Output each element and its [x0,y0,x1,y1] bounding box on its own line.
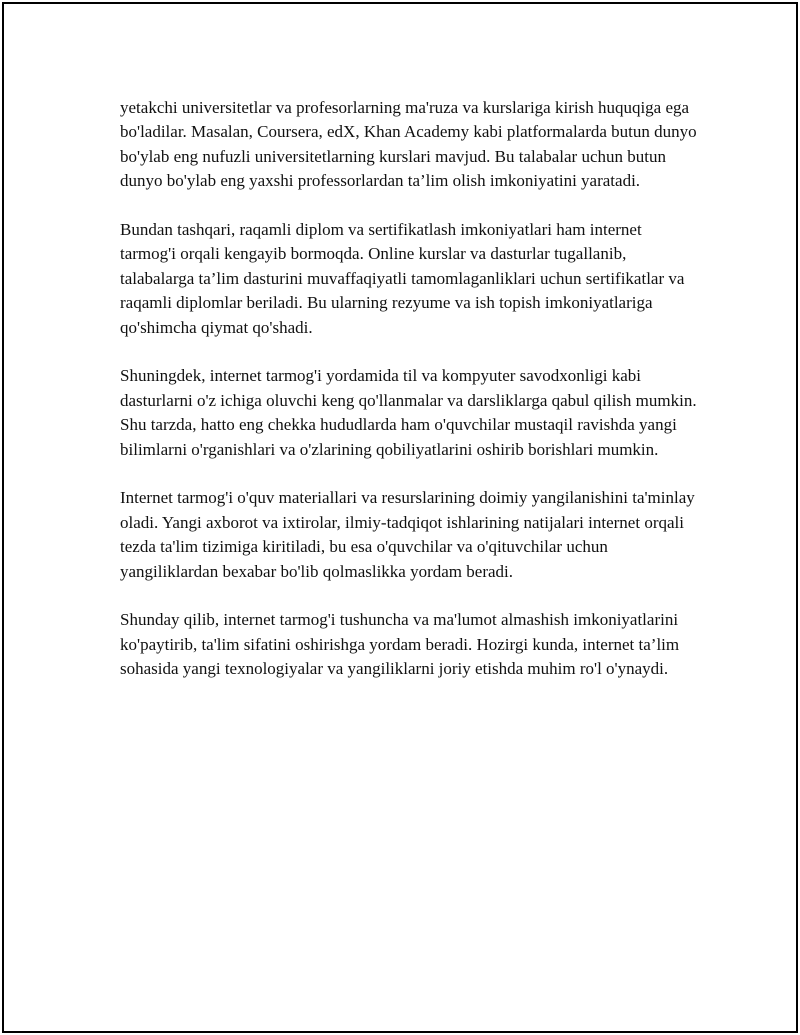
document-page [2,2,798,1033]
paragraph-2: Bundan tashqari, raqamli diplom va sertifikatlash imkoniyatlari ham internet tarmog'i orqali kengayib bormoqda. Online kurslar va dasturlar tugallanib, talabalarga ta’lim dasturini muvaffaqiyatli tamomlaganliklari uchun sertifikatlar va raqamli diplomlar beriladi. Bu ularning rezyume va ish topish imkoniyatlariga qo'shimcha qiymat qo'shadi. [120,220,685,337]
paragraph-4: Internet tarmog'i o'quv materiallari va resurslarining doimiy yangilanishini ta'minlay oladi. Yangi axborot va ixtirolar, ilmiy-tadqiqot ishlarining natijalari internet orqali tezda ta'lim tizimiga kiritiladi, bu esa o'quvchilar va o'qituvchilar uchun yangiliklardan bexabar bo'lib qolmaslikka yordam beradi. [120,488,695,581]
document-body [120,96,700,706]
paragraph-1: yetakchi universitetlar va profesorlarning ma'ruza va kurslariga kirish huquqiga ega bo'ladilar. Masalan, Coursera, edX, Khan Academy kabi platformalarda butun dunyo bo'ylab eng nufuzli universitetlarning kurslari mavjud. Bu talabalar uchun butun dunyo bo'ylab eng yaxshi professorlardan ta’lim olish imkoniyatini yaratadi. [120,98,697,191]
paragraph-5: Shunday qilib, internet tarmog'i tushuncha va ma'lumot almashish imkoniyatlarini ko'paytirib, ta'lim sifatini oshirishga yordam beradi. Hozirgi kunda, internet ta’lim sohasida yangi texnologiyalar va yangiliklarni joriy etishda muhim ro'l o'ynaydi. [120,610,680,679]
paragraph-3: Shuningdek, internet tarmog'i yordamida til va kompyuter savodxonligi kabi dasturlarni o'z ichiga oluvchi keng qo'llanmalar va darsliklarga qabul qilish mumkin. Shu tarzda, hatto eng chekka hududlarda ham o'quvchilar mustaqil ravishda yangi bilimlarni o'rganishlari va o'zlarining qobiliyatlarini oshirib borishlari mumkin. [120,366,697,459]
